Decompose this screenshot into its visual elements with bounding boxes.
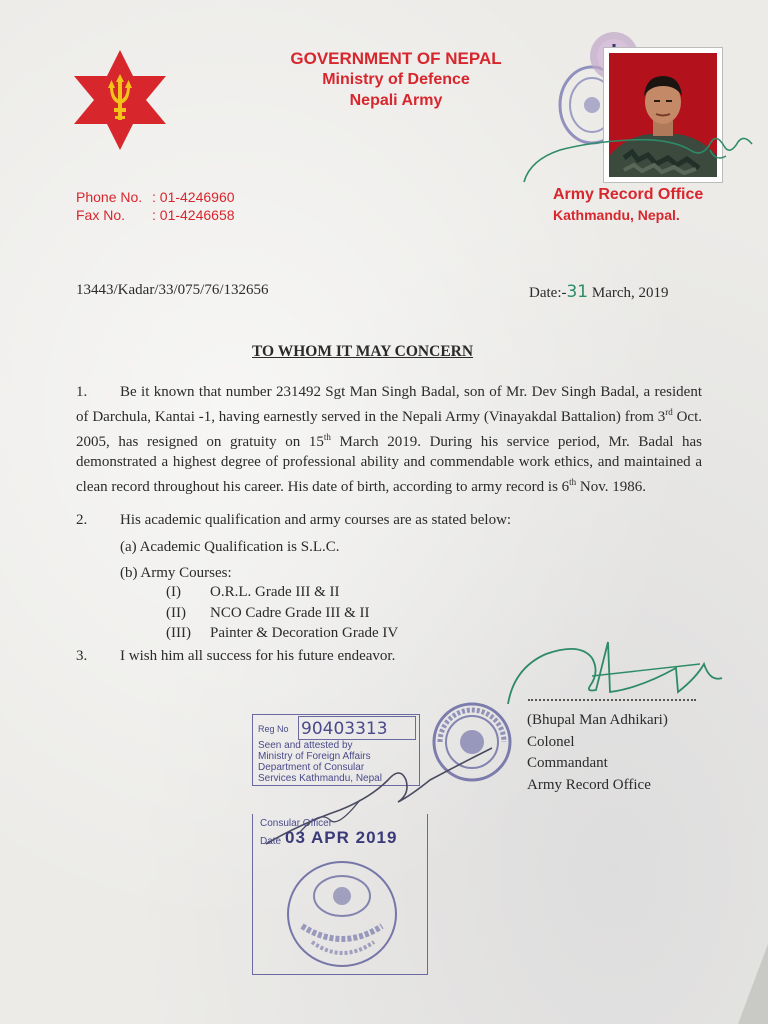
- attestation-line-2: Ministry of Foreign Affairs: [258, 751, 371, 762]
- paragraph-1-text-b: Oct. 2005, has resigned on gratuity on 15: [76, 409, 702, 450]
- attestation-reg-number: 90403313: [298, 716, 416, 740]
- date-day-handwritten: 31: [566, 282, 589, 302]
- signatory-office: Army Record Office: [527, 776, 651, 793]
- date-month-year: March, 2019: [591, 285, 669, 301]
- signatory-rank: Colonel: [527, 733, 575, 750]
- date-label: Date:-: [529, 285, 567, 301]
- letterhead-title: GOVERNMENT OF NEPAL: [290, 49, 502, 68]
- course-2-text: NCO Cadre Grade III & II: [210, 605, 370, 621]
- sup-th-2: th: [569, 477, 577, 487]
- commandant-signature-icon: [500, 628, 736, 708]
- sup-th-1: th: [323, 432, 331, 442]
- paragraph-1-text-d: Nov. 1986.: [576, 479, 647, 495]
- course-2-number: (II): [166, 605, 186, 621]
- office-location: Kathmandu, Nepal.: [553, 207, 680, 223]
- contact-block: [76, 188, 235, 224]
- paragraph-1-text-c: March 2019. During his service period, Mr. Badal has demonstrated a highest degree of professional ability and commendable work ethics, and maintained a clean record throughout his career. His date of birth, according to army record is 6: [76, 434, 703, 495]
- sup-rd: rd: [665, 407, 673, 417]
- subject-heading: TO WHOM IT MAY CONCERN: [252, 343, 474, 360]
- paragraph-1: [76, 382, 702, 497]
- paragraph-3-text: I wish him all success for his future endeavor.: [120, 648, 396, 664]
- fax-label: Fax No.: [76, 207, 126, 223]
- consular-officer-label: Consular Officer: [260, 818, 333, 829]
- paragraph-3-number: 3.: [76, 648, 88, 664]
- reference-number: 13443/Kadar/33/075/76/132656: [76, 282, 269, 298]
- letterhead-army: Nepali Army: [349, 92, 443, 109]
- letterhead-ministry: Ministry of Defence: [322, 71, 470, 88]
- attestation-line-4: Services Kathmandu, Nepal: [258, 773, 382, 784]
- phone-number: : 01-4246960: [152, 189, 235, 205]
- course-3-number: (III): [166, 625, 191, 641]
- signatory-title: Commandant: [527, 755, 608, 771]
- paragraph-2-text: His academic qualification and army courses are as stated below:: [120, 512, 512, 528]
- course-3-text: Painter & Decoration Grade IV: [210, 625, 399, 641]
- consular-date-label: Date: [260, 836, 282, 847]
- phone-label: Phone No.: [76, 189, 143, 205]
- paragraph-2-number: 2.: [76, 512, 88, 528]
- consular-date-value: 03 APR 2019: [285, 828, 398, 847]
- army-emblem-icon: [72, 50, 168, 150]
- academic-qualification: (a) Academic Qualification is S.L.C.: [120, 539, 340, 555]
- signature-on-photo-icon: [520, 120, 760, 190]
- page-corner-fold: [738, 944, 768, 1024]
- signatory-block: [527, 710, 668, 796]
- paragraph-1-text-a: Be it known that number 231492 Sgt Man Singh Badal, son of Mr. Dev Singh Badal, a resident of Darchula, Kantai -1, having earnestly served in the Nepali Army (Vinayakdal Battalion) from 3: [76, 384, 702, 425]
- course-1-number: (I): [166, 584, 181, 600]
- attestation-line-1: Seen and attested by: [258, 740, 353, 751]
- foreign-affairs-seal-icon: [282, 856, 402, 972]
- army-courses-heading: (b) Army Courses:: [120, 565, 232, 581]
- course-1-text: O.R.L. Grade III & II: [210, 584, 340, 600]
- fax-number: : 01-4246658: [152, 207, 235, 223]
- signature-line: [528, 699, 696, 701]
- attestation-line-3: Department of Consular: [258, 762, 365, 773]
- office-name: Army Record Office: [553, 186, 704, 203]
- paragraph-1-number: 1.: [76, 384, 88, 400]
- signatory-name: (Bhupal Man Adhikari): [527, 712, 668, 728]
- attestation-reg-label: Reg No: [258, 724, 289, 734]
- letter-date: [529, 282, 669, 302]
